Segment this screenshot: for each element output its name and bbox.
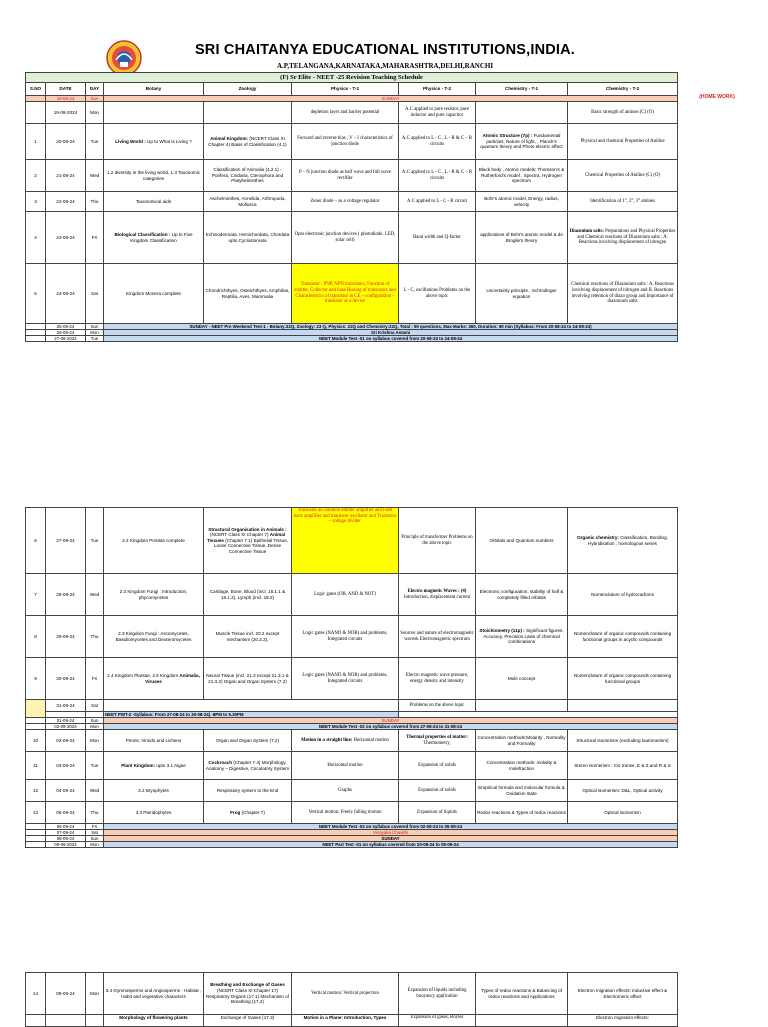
day-cell: Tue [86,752,104,780]
chemistry-t1-cell: Bohr's atomic model, Energy, radius, velocity [476,192,568,212]
day-cell: Tue [86,124,104,160]
sno-cell: 12 [26,780,46,802]
physics-t2-cell: Expansion of solids [399,752,476,780]
day-cell: Fri [86,212,104,264]
day-cell: Mon [86,102,104,124]
col-sno: S.NO [26,83,46,96]
physics-t2-cell: Sources and nature of electromagnetic wavesk Electromagnetic spectrum [399,616,476,658]
chemistry-t2-cell: Nomenclature of organic compounds containing functional groups [568,658,678,700]
col-chemistry-t1: Chemistry - T-1 [476,83,568,96]
date-cell: 28-08-24 [46,574,86,616]
date-cell: 18-08-24 [46,96,86,102]
physics-t1-cell: Transistor : PNP, NPN transistors, Function of emitter, Collector and base Biasing of transistors and Characteristics of transistor in CE – configuration – transistor as a device [292,264,399,324]
physics-t2-cell: Expansion of solids [399,780,476,802]
zoology-cell: Classification of Animalia (4.2.1) - Porifera, Cnidaria, Ctenophora and Platyhelminthes [204,160,292,192]
row-note: SUNDAY [104,718,678,724]
chemistry-t2-cell: Electron migration effects: Inductive effect & Electromeric effect [568,973,678,1015]
botany-cell: Living World : Up to What is Living ? [104,124,204,160]
physics-t1-cell: Transistor as common emitter amplifier and Feed back amplifier and transistor oscillator and Transistor - voltage divider [292,508,399,574]
day-cell: Wed [86,574,104,616]
sno-cell: 8 [26,616,46,658]
table-row [26,658,678,700]
date-cell: 02-09-24 [46,730,86,752]
botany-cell: 2.2 Kingdom Protista complete [104,508,204,574]
day-cell: Tue [86,508,104,574]
physics-t1-cell: Graphs [292,780,399,802]
table-row [26,973,678,1015]
chemistry-t2-cell: Electron migration effects: [568,1015,678,1027]
date-cell: 03-09-24 [46,752,86,780]
table-row [26,752,678,780]
day-cell: Tue [86,336,104,342]
day-cell: Sun [86,718,104,724]
day-cell: Fri [86,658,104,700]
botany-cell: 2.3 Kingdom Fungi : Introduction, phycomycetes [104,574,204,616]
table-row [26,192,678,212]
schedule-title: (F) Sr Elite - NEET -25 Revision Teaching Schedule [26,73,678,83]
physics-t2-cell: Expansion of liquids [399,802,476,824]
zoology-cell: Animal Kingdom: (NCERT Class XI Chapter 4) Basis of Classification (4.1) [204,124,292,160]
table-row [26,264,678,324]
col-botany: Botany [104,83,204,96]
botany-cell: 3.3 Pteridophytes [104,802,204,824]
zoology-cell: Cockroach (Chapter 7.4) Morphology, Anatomy – Digestive, Circulatory System [204,752,292,780]
botany-cell: Biological Classification : Up to Five Kingdom Classification [104,212,204,264]
date-cell: 02-09-2024 [46,724,86,730]
chemistry-t2-cell: Nomenclature of hydrocarbons [568,574,678,616]
row-note: NEET Part Test -01 on syllabus covered from 20-08-24 to 05-09-24 [104,842,678,848]
day-cell: Mon [86,973,104,1015]
day-cell: Sat [86,830,104,836]
col-zoology: Zoology [204,83,292,96]
sno-cell: 5 [26,264,46,324]
physics-t2-cell: Electro magnetic wave pressure, energy density and intensity [399,658,476,700]
day-cell: Mon [86,724,104,730]
date-cell: 22-08-24 [46,192,86,212]
schedule-table-3 [25,972,678,1027]
table-row [26,336,678,342]
date-cell: 05-09-24 [46,802,86,824]
states-list: A.P,TELANGANA,KARNATAKA,MAHARASHTRA,DELHI,RANCHI [276,62,494,70]
day-cell: Thu [86,802,104,824]
chemistry-t1-cell: applications of Bohr's atomic model & de Broglie's theory [476,212,568,264]
chemistry-t2-cell: Organic chemistry: Classification, Bonding, Hybridisation , homologous series [568,508,678,574]
row-note: NEET Module Test -01 on syllabus covered from 20-08-24 to 24-08-24 [104,336,678,342]
physics-t1-cell: Forward and reverse bias , V – I characteristics of junction diode [292,124,399,160]
chemistry-t1-cell: Types of redox reactions & Balancing of redox reactions and Applications [476,973,568,1015]
botany-cell: Kingdom Monera complete [104,264,204,324]
physics-t2-cell: Thermal properties of matter: Thermometry, [399,730,476,752]
table-row [26,802,678,824]
date-cell: 19-08-2024 [46,102,86,124]
zoology-cell: Neural Tissue (incl. 21.3 except 21.3.1 & 21.3.2) Organ and Organ System (7.2) [204,658,292,700]
zoology-cell: Respiratory system to the End [204,780,292,802]
day-cell: Thu [86,192,104,212]
botany-cell: Plant Kingdom: upto 3.1 Algae [104,752,204,780]
physics-t1-cell: Vertical motion: Freely falling motion [292,802,399,824]
botany-cell: 1.2 diversity in the living world, 1.3 Taxonomic categories [104,160,204,192]
sno-cell: 4 [26,212,46,264]
botany-cell: 3.4 Gymnosperms and Angiosperms - Habitat , Habit and vegetative characters [104,973,204,1015]
day-cell: Mon [86,730,104,752]
row-note: NEET Module Test -02 on syllabus covered from 27-08-24 to 31-08-24 [104,724,678,730]
table-row [26,730,678,752]
date-cell: 23-08-24 [46,212,86,264]
date-cell: 25-08-24 [46,324,86,330]
table-row [26,160,678,192]
zoology-cell: Structural Organisation in Animals : (NCERT Class XI Chapter 7) Animal Tissues (Chapter 7.1) Epithelial Tissue, Loose Connective Tissue, Dense Connective Tissue [204,508,292,574]
row-note: NEET PWT-2 -Syllabus: From 27-08-24 to 30-08-24) -8PM to 5.30PM [104,712,399,718]
botany-cell: 2.3 Kingdom Fungi : Ascomycetes, Basidiomycetes and Deuteromycetes [104,616,204,658]
date-cell: 27-08-2024 [46,336,86,342]
botany-cell: Morphology of flowering plants [104,1015,204,1027]
zoology-cell: Aschelminthes, Annelida, Arthropoda, Mollusca [204,192,292,212]
table-row [26,700,678,712]
day-cell: Wed [86,160,104,192]
column-header-row [26,83,678,96]
chemistry-t1-cell: Concentration methods: molality & molefraction [476,752,568,780]
chemistry-t1-cell: Mole concept [476,658,568,700]
table-row [26,124,678,160]
table-row [26,842,678,848]
botany-cell: 2.4 Kingdom Plantae, 2.5 Kingdom Animalia, Viruses [104,658,204,700]
day-cell: Fri [86,824,104,830]
institution-logo-icon [106,40,142,76]
schedule-table-2 [25,507,678,848]
sno-cell: 14 [26,973,46,1015]
row-note: SUNDAY - NEET Pre Weekend Test-1 - Botany:22Q, Zoology: 23 Q, Physics: 22Q and Chemistry:22Q, Total : 90 questions, Max Marks: 360, Duration: 90 min (Syllabus: From 20-08-24 to 24-08-24) [104,324,678,330]
date-cell: 30-08-24 [46,658,86,700]
zoology-cell: Chondrichthyes, Osteichthyes, Amphibia, Reptilia, Aves, Mammalia [204,264,292,324]
day-cell: Mon [86,842,104,848]
zoology-cell: Muscle Tissue incl. 20.2 except mechanism (20.2.2), [204,616,292,658]
zoology-cell: Organ and Organ System (7.2) [204,730,292,752]
physics-t2-cell: Band width and Q-factor [399,212,476,264]
chemistry-t2-cell: Basic strength of amines (C) (O) [568,102,678,124]
date-cell: 01-09-24 [46,718,86,724]
physics-t2-cell: A.C applied to pure resistor, pure inductor and pure capacitor [399,102,476,124]
physics-t2-cell: Principle of transformer Problems on the above topic [399,508,476,574]
chemistry-t1-cell: Concentration methods:Molarity , Normality and Formality [476,730,568,752]
chemistry-t2-cell: Structural isomerism (excluding tautomerism) [568,730,678,752]
col-day: DAY [86,83,104,96]
day-cell: Thu [86,616,104,658]
physics-t1-cell: Logic gates (OR, AND & NOT) [292,574,399,616]
sno-cell: 2 [26,160,46,192]
date-cell: 06-09-24 [46,824,86,830]
day-cell: Mon [86,330,104,336]
physics-t1-cell: Motion in a straight line: Horizontal motion [292,730,399,752]
date-cell: 07-09-24 [46,830,86,836]
col-date: DATE [46,83,86,96]
chemistry-t1-cell: Black body , Atomic models: Thomson's & Rutherford's model , Spectra, Hydrogen spectrum [476,160,568,192]
chemistry-t1-cell: Electronic configuration, stability of half & completely filled orbitals [476,574,568,616]
row-note: NEET Module Test -03 on syllabus covered from 02-09-24 to 05-09-24 [104,824,678,830]
physics-t1-cell: Zener diode – as a voltage regulator [292,192,399,212]
col-chemistry-t2: Chemistry - T-2 [568,83,678,96]
date-cell: 27-08-24 [46,508,86,574]
physics-t1-cell: Logic gates (NAND & NOR) and problems, Integrated circuits [292,616,399,658]
home-work-label: (HOME WORK) [699,94,735,100]
chemistry-t1-cell: Orbitals and Quantum numbers [476,508,568,574]
date-cell: 29-08-24 [46,616,86,658]
date-cell: 04-09-24 [46,780,86,802]
sno-cell: 1 [26,124,46,160]
row-note: SUNDAY [104,836,678,842]
col-physics-t1: Physics - T-1 [292,83,399,96]
day-cell: Sat [86,700,104,712]
physics-t2-cell: A.C applied to L - C - R circuit [399,192,476,212]
physics-t1-cell: Horizontal motion [292,752,399,780]
botany-cell: Prions, Viroids and Lichens [104,730,204,752]
chemistry-t2-cell: Chemical reactions of Diazonium salts : A. Reactions involving displacement of nitrogen and B. Reactions involving retention of diazo group and Importance of diazonium salts [568,264,678,324]
table-row [26,212,678,264]
table-row [26,102,678,124]
chemistry-t1-cell: Atomic Structure (7p) : Fundamental particles, Nature of light, , Planck's quantum theory and Photo electric effect [476,124,568,160]
day-cell: Sat [86,264,104,324]
date-cell: 09-09-2024 [46,842,86,848]
sno-cell: 9 [26,658,46,700]
zoology-cell: Breathing and Exchange of Gases (NCERT Class XI Chapter 17) Respiratory Organs (17.1) Mechanism of Breathing (17.2) [204,973,292,1015]
chemistry-t1-cell: Stoichiometry (11p) : Significant figures, Accuracy, Precision,Laws of chemical combinations [476,616,568,658]
day-cell: Sun [86,324,104,330]
institution-title: SRI CHAITANYA EDUCATIONAL INSTITUTIONS,INDIA. [194,42,576,58]
botany-cell: Taxonomical aids [104,192,204,212]
sno-cell: 3 [26,192,46,212]
physics-t2-cell: Expansion of liquids including buoyancy application [399,973,476,1015]
table-row [26,508,678,574]
physics-t1-cell: Vertical motion: Vertical projection [292,973,399,1015]
day-cell: Wed [86,780,104,802]
row-note: Vinayaka Chavithi [104,830,678,836]
table-row [26,780,678,802]
date-cell: 21-08-24 [46,160,86,192]
date-cell: 31-08-24 [46,700,86,712]
chemistry-t2-cell: Diazonium salts: Preparations and Physical Properties and Chemical reactions of Diazonium salts : A. Reactions involving displacement of nitrogen [568,212,678,264]
physics-t1-cell: depletion layer and barrier potential [292,102,399,124]
day-cell: Sun [86,96,104,102]
sno-cell: 7 [26,574,46,616]
sno-cell: 11 [26,752,46,780]
table-row [26,1015,678,1027]
date-cell: 08-09-24 [46,836,86,842]
row-note: Sri Krishna Astami [104,330,678,336]
date-cell: 26-08-24 [46,330,86,336]
col-physics-t2: Physics - T-2 [399,83,476,96]
zoology-cell: Exchange of Gases (17.3) [204,1015,292,1027]
chemistry-t2-cell: Stereo isomerism : Cis transe, E & Z and R & S [568,752,678,780]
physics-t1-cell: P – N junction diode as half wave and full wave rectifier [292,160,399,192]
sno-cell: 13 [26,802,46,824]
physics-t2-cell: A.C applied to L - C , L - R & C – R circuits [399,160,476,192]
chemistry-t1-cell: Empirical formula and molecular formula & Oxidation state [476,780,568,802]
physics-t2-cell: L - C, oscillations Problems on the above topic [399,264,476,324]
zoology-cell: Echinodermata, Hemichordata, Chordata upto Cyclostomata [204,212,292,264]
sno-cell: 6 [26,508,46,574]
chemistry-t2-cell: Optical isomerism [568,802,678,824]
row-note: SUNDAY [104,96,678,102]
table-row [26,616,678,658]
day-cell: Sun [86,836,104,842]
physics-t1-cell: Logic gates (NAND & NOR) and problems, Integrated circuits [292,658,399,700]
chemistry-t2-cell: Identification of 1°, 2°, 3° amines [568,192,678,212]
schedule-table-1 [25,72,678,342]
table-row [26,574,678,616]
zoology-cell: Cartilage, Bone, Blood (incl. 18.1.1 & 18.1.2), Lymph (incl. 18.2) [204,574,292,616]
chemistry-t1-cell: Uncertainty principle , Schrodinger equation [476,264,568,324]
chemistry-t1-cell: Redox reactions & Types of redox reactions [476,802,568,824]
chemistry-t2-cell: Optical isomerism: D&L, Optical activity [568,780,678,802]
date-cell: 24-08-24 [46,264,86,324]
chemistry-t2-cell: Nomenclature of organic compounds containing functional groups in acyclic compounds [568,616,678,658]
physics-t2-cell: Problems on the above topic [399,700,476,712]
chemistry-t2-cell: Chemical Properties of Aniline (C) (O) [568,160,678,192]
physics-t2-cell: Expansion of gases, Boyles [399,1015,476,1027]
date-cell: 09-09-24 [46,973,86,1015]
zoology-cell: Frog (Chapter 7) [204,802,292,824]
physics-t2-cell: A.C applied to L - C , L - R & C – R circuits [399,124,476,160]
physics-t1-cell: Motion in a Plane: Introduction, Types [292,1015,399,1027]
date-cell: 20-08-24 [46,124,86,160]
physics-t2-cell: Electro magnetic Waves : (4) Introduction, displacement current [399,574,476,616]
botany-cell: 3.2 Bryophytes [104,780,204,802]
physics-t1-cell: Opto electronic junction devices ( photodiode, LED, solar cell) [292,212,399,264]
sno-cell: 10 [26,730,46,752]
chemistry-t2-cell: Physical and chemical Properties of Aniline [568,124,678,160]
